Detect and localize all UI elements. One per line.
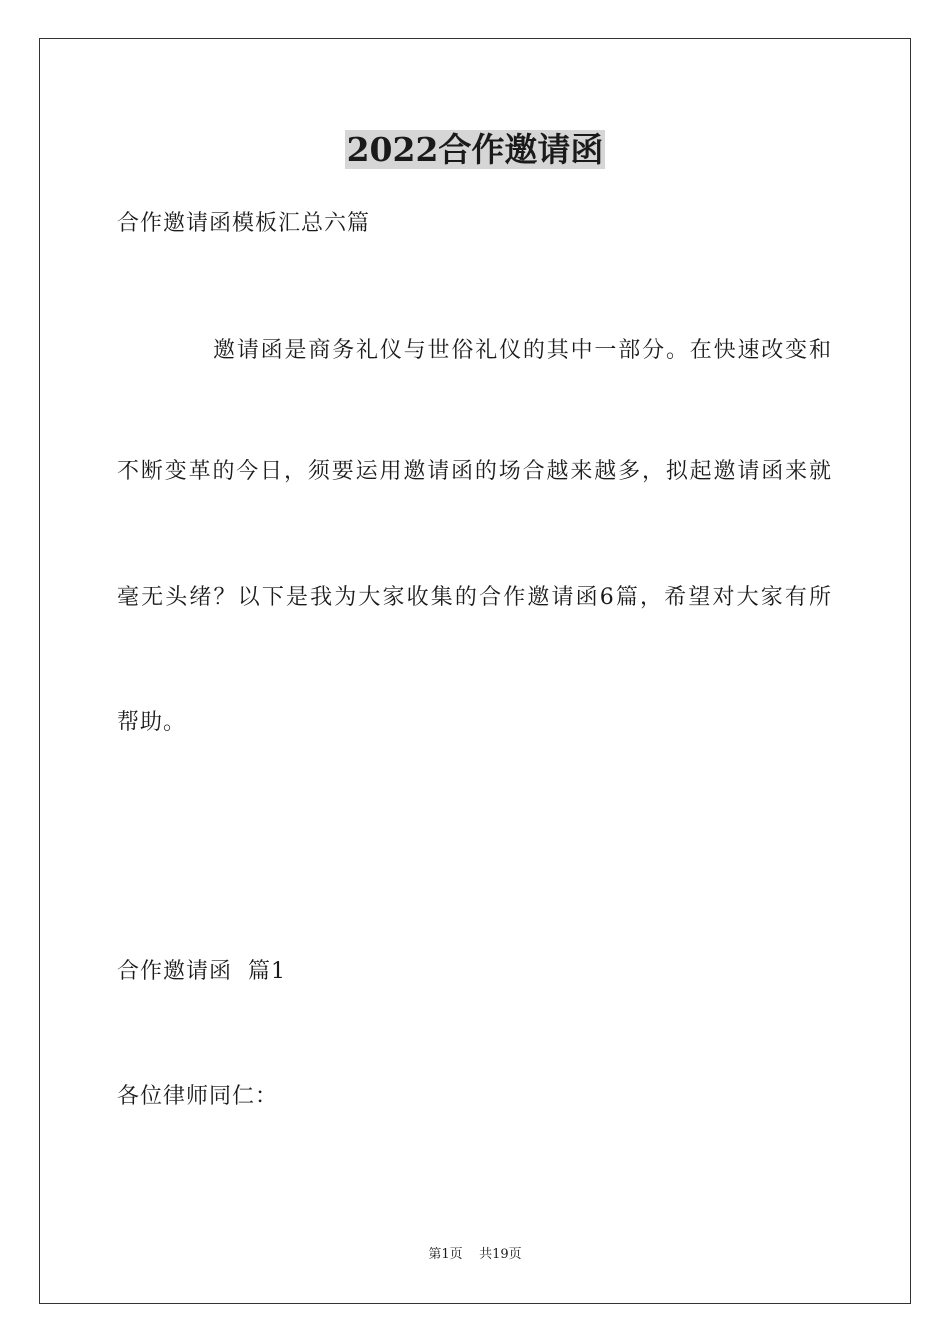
- intro-paragraph-line-4: 帮助。: [117, 710, 187, 735]
- salutation: 各位律师同仁：: [117, 1084, 279, 1109]
- section-heading: 合作邀请函 篇1: [117, 959, 286, 984]
- page-footer: [0, 1246, 950, 1264]
- intro-paragraph-line-1: 邀请函是商务礼仪与世俗礼仪的其中一部分。在快速改变和: [213, 338, 831, 363]
- document-subtitle: 合作邀请函模板汇总六篇: [117, 211, 371, 236]
- page-total: 共19页: [479, 1247, 522, 1262]
- page-number: 第1页: [428, 1247, 463, 1262]
- document-title: 2022合作邀请函: [346, 130, 604, 169]
- intro-paragraph-line-2: 不断变革的今日，须要运用邀请函的场合越来越多，拟起邀请函来就: [117, 459, 831, 484]
- intro-paragraph-line-3: 毫无头绪？以下是我为大家收集的合作邀请函6篇，希望对大家有所: [117, 585, 831, 610]
